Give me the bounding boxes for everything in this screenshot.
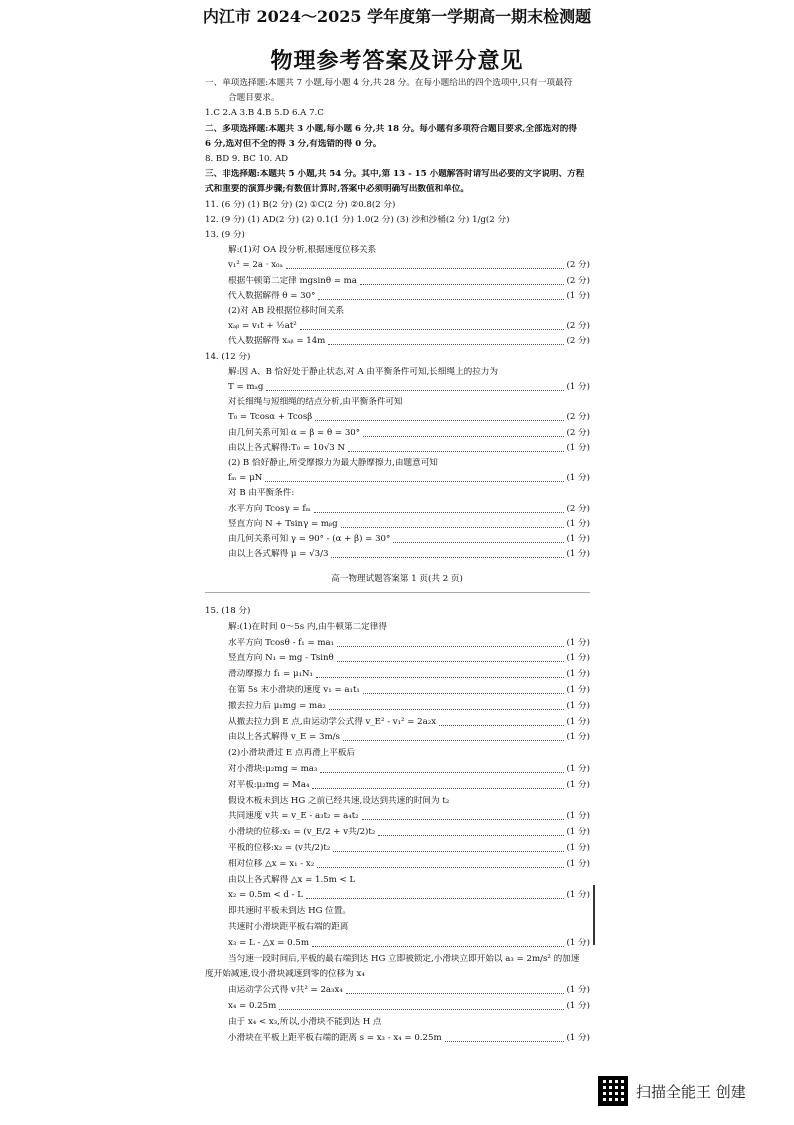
leader-dots: [341, 527, 564, 528]
answer-line: 14. (12 分): [205, 351, 251, 362]
leader-dots: [320, 772, 563, 773]
answer-line: 假设木板未到达 HG 之前已经共速,设达到共速的时间为 t₂: [228, 795, 450, 806]
answer-line: 6 分,选对但不全的得 3 分,有选错的得 0 分。: [205, 138, 382, 149]
leader-dots: [329, 709, 564, 710]
answer-line: [228, 811, 590, 822]
answer-text: 由以上各式解得 v_E = 3m/s: [228, 732, 340, 743]
page-divider: [205, 592, 590, 593]
answer-line: [228, 260, 590, 271]
answer-line: [228, 859, 590, 870]
leader-dots: [315, 420, 563, 421]
answer-text: 竖直方向 N + Tsinγ = mᵦg: [228, 518, 338, 529]
leader-dots: [317, 867, 563, 868]
answer-line: [228, 1001, 590, 1012]
answer-line: 合题目要求。: [228, 93, 280, 104]
answer-line: 对长细绳与短细绳的结点分析,由平衡条件可知: [228, 397, 403, 408]
score-points: (1 分): [566, 549, 590, 560]
answer-line: [228, 321, 590, 332]
answer-text: 对平板:μ₂mg = Ma₄: [228, 779, 310, 790]
score-points: (1 分): [566, 1032, 590, 1043]
answer-line: 13. (9 分): [205, 230, 245, 240]
score-points: (1 分): [566, 764, 590, 774]
answer-line: [228, 890, 590, 901]
leader-dots: [279, 1009, 563, 1010]
answer-line: 二、多项选择题:本题共 3 小题,每小题 6 分,共 18 分。每小题有多项符合题目要求,全部选对的得: [205, 123, 577, 134]
score-points: (1 分): [566, 290, 590, 301]
leader-dots: [362, 819, 564, 820]
leader-dots: [439, 725, 563, 726]
score-points: (1 分): [566, 716, 590, 727]
answer-line: 一、单项选择题:本题共 7 小题,每小题 4 分,共 28 分。在每小题给出的四个选项中,只有一项最符: [205, 78, 573, 88]
leader-dots: [363, 693, 564, 694]
answer-line: [228, 291, 590, 302]
leader-dots: [316, 677, 564, 678]
answer-line: 三、非选择题:本题共 5 小题,共 54 分。其中,第 13 - 15 小题解答时请写出必要的文字说明、方程: [205, 169, 585, 180]
answer-line: [228, 336, 590, 347]
score-points: (1 分): [566, 811, 590, 822]
score-points: (1 分): [566, 827, 590, 838]
answer-text: 小滑块的位移:x₁ = (v_E/2 + v共/2)t₂: [228, 827, 376, 838]
leader-dots: [266, 390, 563, 391]
score-points: (1 分): [566, 858, 590, 869]
page-footer: 高一物理试题答案第 1 页(共 2 页): [331, 574, 463, 584]
score-points: (2 分): [566, 412, 590, 423]
answer-line: [228, 428, 590, 439]
answer-line: [228, 1033, 590, 1044]
answer-line: 15. (18 分): [205, 606, 251, 616]
leader-dots: [346, 993, 564, 994]
answer-text: 相对位移 △x = x₁ - x₂: [228, 858, 315, 869]
leader-dots: [286, 268, 564, 269]
leader-dots: [360, 284, 564, 285]
answer-text: 从撤去拉力到 E 点,由运动学公式得 v_E² - v₁² = 2a₂x: [228, 716, 437, 727]
leader-dots: [337, 646, 563, 647]
leader-dots: [306, 898, 563, 899]
score-points: (2 分): [566, 427, 590, 438]
answer-line: [228, 443, 590, 454]
answer-line: 解:(1)在时间 0～5s 内,由牛顿第二定律得: [228, 621, 387, 632]
answer-line: 1.C 2.A 3.B 4.B 5.D 6.A 7.C: [205, 108, 324, 119]
leader-dots: [265, 481, 563, 482]
score-points: (1 分): [566, 937, 590, 948]
score-points: (1 分): [566, 890, 590, 901]
leader-dots: [331, 557, 563, 558]
leader-dots: [318, 299, 563, 300]
answer-line: 11. (6 分) (1) B(2 分) (2) ①C(2 分) ②0.8(2 分): [205, 199, 396, 210]
margin-bar: [593, 885, 595, 945]
answer-text: 对小滑块:μ₂mg = ma₃: [228, 764, 318, 774]
leader-dots: [378, 835, 563, 836]
answer-text: 平板的位移:x₂ = (v共/2)t₂: [228, 843, 331, 853]
answer-line: 度开始减速,设小滑块减速到零的位移为 x₄: [205, 969, 365, 980]
answer-text: 代入数据解得 xₐᵦ = 14m: [228, 336, 326, 347]
scanner-watermark: [598, 1076, 746, 1106]
answer-line: [228, 685, 590, 696]
answer-line: [228, 764, 590, 775]
leader-dots: [312, 788, 563, 789]
leader-dots: [333, 851, 563, 852]
score-points: (1 分): [566, 518, 590, 529]
answer-text: 由几何关系可知 α = β = θ = 30°: [228, 427, 361, 438]
answer-text: 代入数据解得 θ = 30°: [228, 290, 316, 301]
answer-line: 共速时小滑块距平板右端的距离: [228, 922, 349, 932]
answer-text: T = mₐg: [228, 382, 264, 392]
answer-text: 由运动学公式得 v共² = 2a₃x₄: [228, 985, 343, 996]
answer-line: 式和重要的演算步骤;有数值计算时,答案中必须明确写出数值和单位。: [205, 184, 469, 195]
leader-dots: [337, 661, 564, 662]
answer-line: (2)对 AB 段根据位移时间关系: [228, 306, 345, 316]
answer-line: [228, 717, 590, 728]
answer-line: [228, 669, 590, 680]
score-points: (1 分): [566, 442, 590, 453]
leader-dots: [300, 329, 564, 330]
qr-code-icon: [598, 1076, 628, 1106]
answer-text: xₐᵦ = v₁t + ½at²: [228, 321, 297, 332]
answer-text: 竖直方向 N₁ = mg - Tsinθ: [228, 653, 334, 664]
answer-text: 共同速度 v共 = v_E - a₃t₂ = a₄t₂: [228, 811, 359, 822]
score-points: (2 分): [566, 336, 590, 347]
answer-line: 即共速时平板未到达 HG 位置。: [228, 906, 351, 917]
score-points: (1 分): [566, 779, 590, 790]
answer-line: [228, 701, 590, 712]
answer-text: x₄ = 0.25m: [228, 1001, 277, 1011]
leader-dots: [312, 946, 564, 947]
answer-line: [228, 473, 590, 484]
score-points: (1 分): [566, 637, 590, 648]
answer-line: [228, 638, 590, 649]
leader-dots: [314, 512, 564, 513]
score-points: (1 分): [566, 382, 590, 392]
answer-text: fₘ = μN: [228, 473, 263, 484]
exam-title: 内江市 2024～2025 学年度第一学期高一期末检测题: [202, 7, 592, 26]
answer-line: (2)小滑块滑过 E 点再滑上平板后: [228, 748, 356, 759]
answer-line: [228, 382, 590, 393]
leader-dots: [363, 436, 563, 437]
answer-text: 滑动摩擦力 f₁ = μ₁N₁: [228, 669, 313, 680]
score-points: (1 分): [566, 653, 590, 664]
score-points: (2 分): [566, 275, 590, 286]
answer-text: 由以上各式解得:T₀ = 10√3 N: [228, 442, 346, 453]
answer-line: 8. BD 9. BC 10. AD: [205, 154, 289, 164]
score-points: (1 分): [566, 700, 590, 711]
answer-text: v₁² = 2a · x₀ₐ: [228, 260, 283, 271]
leader-dots: [445, 1041, 564, 1042]
answer-line: 解:(1)对 OA 段分析,根据速度位移关系: [228, 245, 377, 256]
answer-line: [228, 653, 590, 664]
score-points: (1 分): [566, 473, 590, 484]
answer-text: 根据牛顿第二定律 mgsinθ = ma: [228, 275, 357, 286]
answer-line: 12. (9 分) (1) AD(2 分) (2) 0.1(1 分) 1.0(2 分) (3) 沙和沙桶(2 分) 1/g(2 分): [205, 214, 510, 225]
score-points: (2 分): [566, 321, 590, 332]
answer-line: [228, 534, 590, 545]
answer-line: 解:因 A、B 恰好处于静止状态,对 A 由平衡条件可知,长细绳上的拉力为: [228, 366, 499, 377]
score-points: (1 分): [566, 669, 590, 680]
answer-text: T₀ = Tcosα + Tcosβ: [228, 412, 313, 423]
answer-line: 由以上各式解得 △x = 1.5m < L: [228, 874, 356, 885]
answer-line: [228, 843, 590, 854]
watermark-label: 扫描全能王 创建: [636, 1082, 746, 1101]
answer-line: (2) B 恰好静止,所受摩擦力为最大静摩擦力,由题意可知: [228, 458, 438, 468]
answer-line: [228, 549, 590, 560]
score-points: (1 分): [566, 732, 590, 743]
answer-line: 对 B 由平衡条件:: [228, 488, 295, 499]
answer-line: 当匀速一段时间后,平板的最右端到达 HG 立即被锁定,小滑块立即开始以 a₃ = 2m/s² 的加速: [228, 953, 580, 964]
answer-line: [228, 504, 590, 515]
answer-line: [228, 276, 590, 287]
answer-text: 在第 5s 末小滑块的速度 v₁ = a₁t₁: [228, 685, 360, 695]
answer-text: 由几何关系可知 γ = 90° - (α + β) = 30°: [228, 534, 391, 544]
answer-line: 由于 x₄ < x₃,所以,小滑块不能到达 H 点: [228, 1016, 382, 1027]
score-points: (1 分): [566, 843, 590, 853]
answer-line: [228, 519, 590, 530]
leader-dots: [348, 451, 563, 452]
answer-line: [228, 938, 590, 949]
score-points: (1 分): [566, 985, 590, 996]
answer-text: x₃ = L - △x = 0.5m: [228, 937, 309, 948]
answer-text: 小滑块在平板上距平板右端的距离 s = x₃ - x₄ = 0.25m: [228, 1032, 442, 1043]
answer-line: [228, 412, 590, 423]
score-points: (1 分): [566, 534, 590, 544]
answer-text: x₂ = 0.5m < d - L: [228, 890, 304, 901]
answer-line: [228, 827, 590, 838]
score-points: (1 分): [566, 1001, 590, 1011]
answer-line: [228, 732, 590, 743]
answer-text: 水平方向 Tcosθ - f₁ = ma₁: [228, 637, 335, 648]
answer-line: [228, 780, 590, 791]
score-points: (1 分): [566, 685, 590, 695]
answer-line: [228, 985, 590, 996]
answer-text: 撤去拉力后 μ₁mg = ma₂: [228, 700, 326, 711]
leader-dots: [343, 740, 564, 741]
answer-text: 由以上各式解得 μ = √3/3: [228, 549, 329, 560]
score-points: (2 分): [566, 503, 590, 514]
answer-key-title: 物理参考答案及评分意见: [270, 48, 524, 74]
leader-dots: [328, 344, 563, 345]
answer-text: 水平方向 Tcosγ = fₘ: [228, 503, 311, 514]
leader-dots: [393, 542, 563, 543]
score-points: (2 分): [566, 260, 590, 271]
